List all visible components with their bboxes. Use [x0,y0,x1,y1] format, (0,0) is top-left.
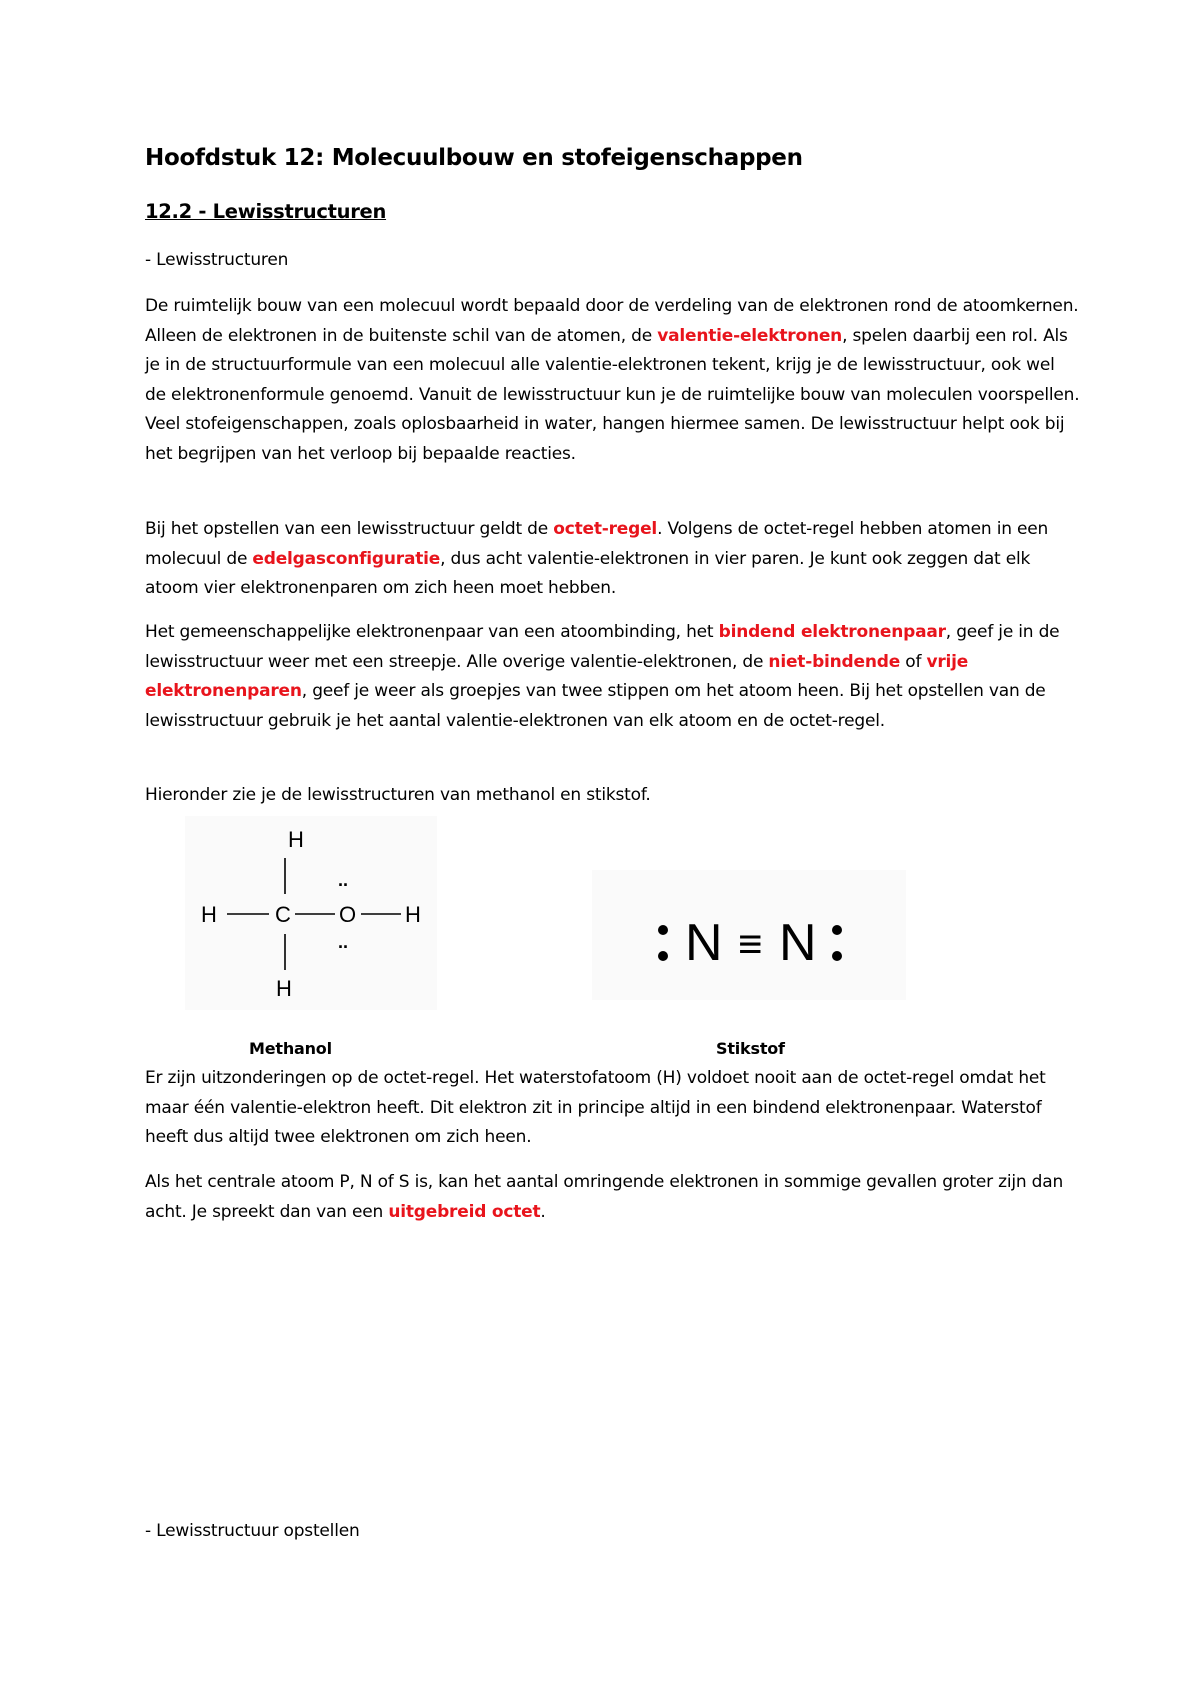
term-bindend-elektronenpaar: bindend elektronenpaar [718,622,946,642]
text-run: , dus acht valentie-elektronen in vier paren. Je kunt ook zeggen dat elk atoom vier elektronenparen om zich heen moet hebben. [145,548,1031,598]
atom-n-left: N [685,914,723,972]
section-label-opstellen: - Lewisstructuur opstellen [145,1521,360,1541]
section-heading: 12.2 - Lewisstructuren [145,200,387,223]
term-valentie-elektronen: valentie-elektronen [657,325,843,346]
methanol-structure-svg [185,816,437,1010]
lone-pair-bottom: .. [338,932,349,952]
text-run: Als het centrale atoom P, N of S is, kan het aantal omringende elektronen in sommige gevallen groter zijn dan acht. Je spreekt dan van een [145,1172,1064,1222]
text-run: . [540,1201,546,1222]
text-run: , geef je in de lewisstructuur weer met een streepje. Alle overige valentie-elektronen, de [145,622,1060,672]
paragraph-bindend-elektronenpaar [145,618,1080,736]
atom-h-left: H [201,902,217,927]
text-run: Het gemeenschappelijke elektronenpaar van een atoombinding, het [145,622,719,642]
atom-n-right: N [779,914,817,972]
lone-pair-dot [658,925,668,935]
term-uitgebreid-octet: uitgebreid octet [388,1201,541,1222]
text-run: , geef je weer als groepjes van twee stippen om het atoom heen. Bij het opstellen van de lewisstructuur gebruik je het aantal valentie-elektronen van elk atoom en de octet-regel. [145,681,1046,731]
atom-h-bottom: H [276,976,292,1001]
term-vrije-elektronenparen: vrije elektronenparen [145,651,969,701]
chapter-heading: Hoofdstuk 12: Molecuulbouw en stofeigenschappen [145,145,803,171]
term-octet-regel: octet-regel [553,519,658,539]
text-run: De ruimtelijk bouw van een molecuul wordt bepaald door de verdeling van de elektronen rond de atoomkernen. Alleen de elektronen in de buitenste schil van de atomen, de [145,296,1079,346]
caption-methanol: Methanol [249,1039,332,1058]
atom-h-top: H [288,827,304,852]
section-label-lewisstructuren: - Lewisstructuren [145,250,289,270]
text-run: Bij het opstellen van een lewisstructuur geldt de [145,519,554,539]
text-run: . Volgens de octet-regel hebben atomen in een molecuul de [145,519,1049,569]
term-niet-bindende: niet-bindende [768,651,901,672]
methanol-lewis-structure [185,816,437,1010]
paragraph-octet-regel [145,515,1080,604]
nitrogen-structure-svg [592,870,906,1000]
paragraph-ruimtelijke-bouw [145,292,1080,469]
paragraph-uitgebreid-octet [145,1168,1080,1227]
triple-bond: ≡ [738,920,763,967]
lone-pair-dot [832,951,842,961]
text-run: of [900,651,927,672]
atom-o: O [339,902,357,927]
atom-h-right: H [405,902,421,927]
text-run: , spelen daarbij een rol. Als je in de structuurformule van een molecuul alle valentie-elektronen tekent, krijg je de lewisstructuur, ook wel de elektronenformule genoemd. Vanuit de lewisstructuur kun je de ruimtelijke bouw van moleculen voorspellen. Veel stofeigenschappen, zoals oplosbaarheid in water, hangen hiermee samen. De lewisstructuur helpt ook bij het begrijpen van het verloop bij bepaalde reacties. [145,325,1080,464]
paragraph-hieronder: Hieronder zie je de lewisstructuren van methanol en stikstof. [145,785,651,805]
lone-pair-top: .. [338,870,349,890]
lone-pair-dot [658,951,668,961]
caption-nitrogen: Stikstof [716,1039,785,1058]
term-edelgasconfiguratie: edelgasconfiguratie [252,548,441,569]
atom-c: C [275,902,291,927]
paragraph-uitzonderingen: Er zijn uitzonderingen op de octet-regel. Het waterstofatoom (H) voldoet nooit aan de octet-regel omdat het maar één valentie-elektron heeft. Dit elektron zit in principe altijd in een bindend elektronenpaar. Waterstof heeft dus altijd twee elektronen om zich heen. [145,1068,1046,1147]
lone-pair-dot [832,925,842,935]
nitrogen-lewis-structure [592,870,906,1000]
